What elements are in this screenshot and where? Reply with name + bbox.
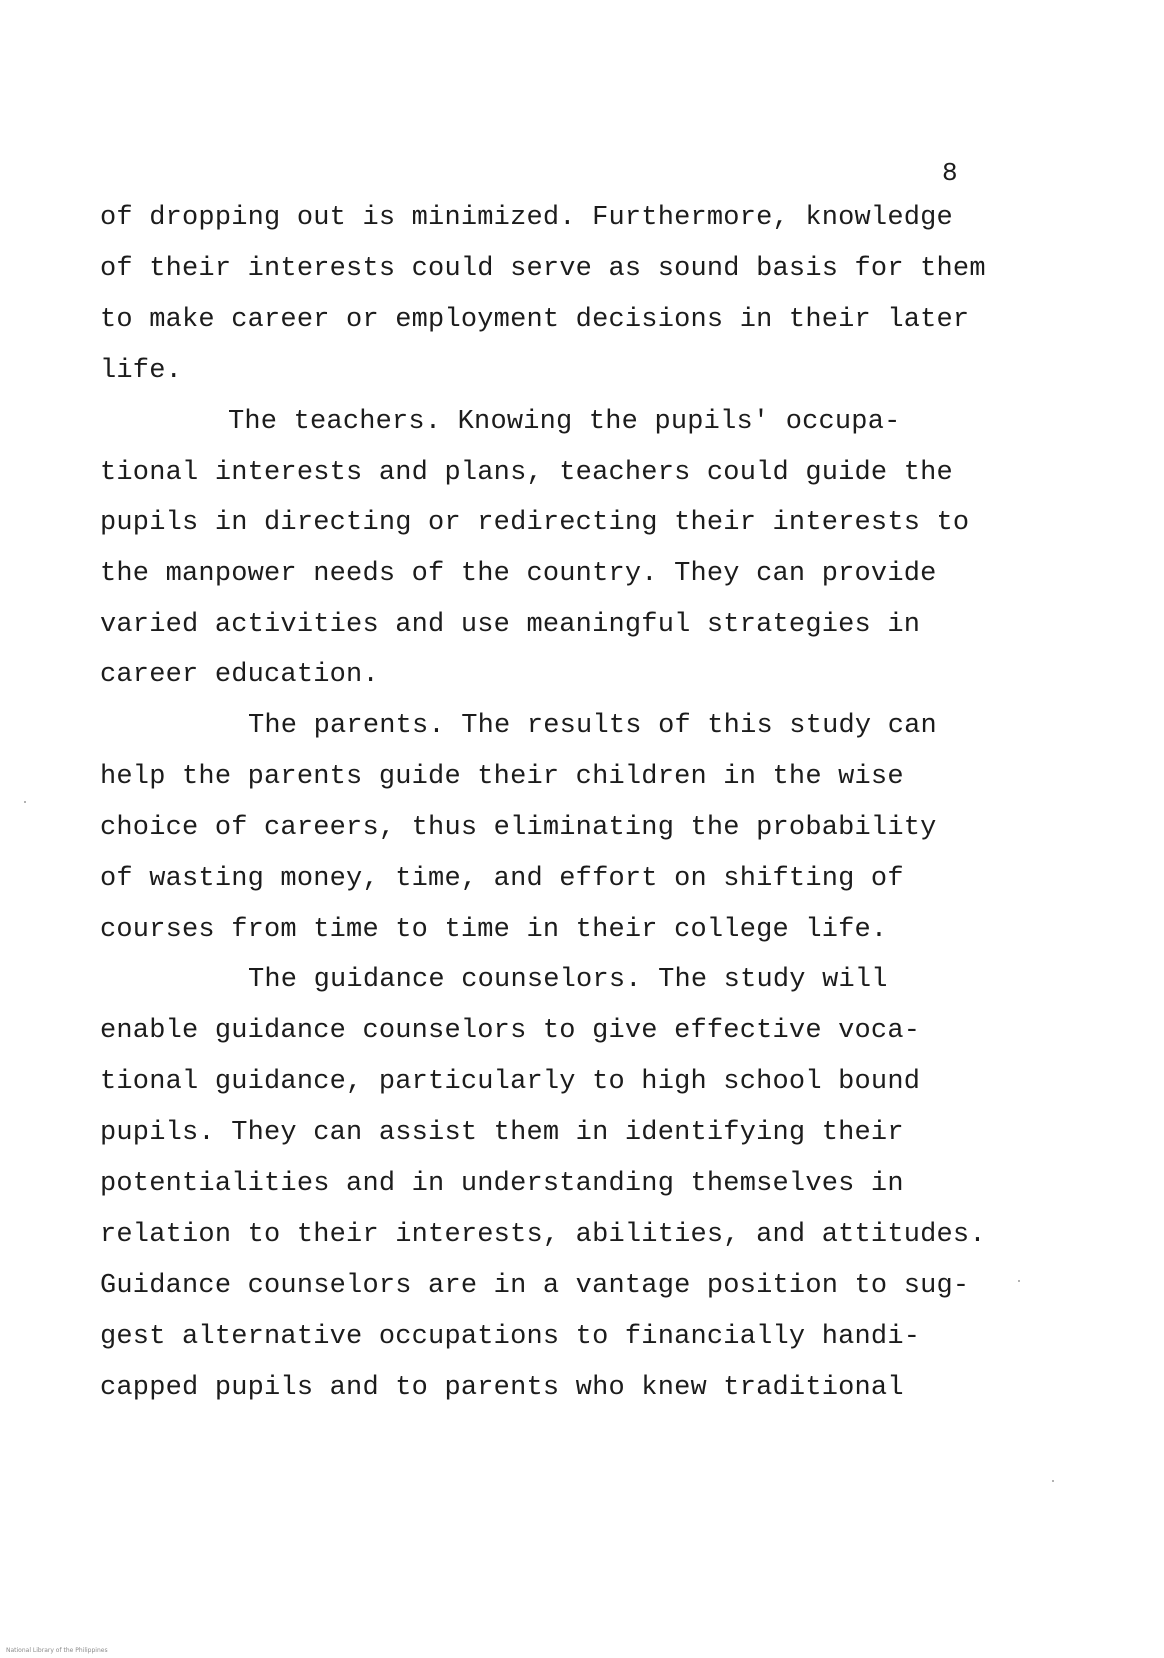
text-line: Guidance counselors are in a vantage position to sug- <box>100 1271 970 1301</box>
paragraph-heading-teachers: The teachers. Knowing the pupils' occupa- <box>228 407 901 437</box>
scan-speck <box>1052 1480 1054 1482</box>
text-line: of their interests could serve as sound basis for them <box>100 254 986 284</box>
text-line: varied activities and use meaningful strategies in <box>100 610 921 640</box>
text-line: potentialities and in understanding themselves in <box>100 1169 904 1199</box>
text-line: enable guidance counselors to give effective voca- <box>100 1016 921 1046</box>
text-line: career education. <box>100 660 379 690</box>
paragraph-heading-guidance-counselors: The guidance counselors. The study will <box>248 965 888 995</box>
text-line: of dropping out is minimized. Furthermore, knowledge <box>100 203 953 233</box>
text-line: capped pupils and to parents who knew traditional <box>100 1373 904 1403</box>
text-line: courses from time to time in their college life. <box>100 915 888 945</box>
text-line: tional guidance, particularly to high school bound <box>100 1067 921 1097</box>
text-line: pupils in directing or redirecting their interests to <box>100 508 970 538</box>
text-line: choice of careers, thus eliminating the probability <box>100 813 937 843</box>
text-line: the manpower needs of the country. They can provide <box>100 559 937 589</box>
text-line: pupils. They can assist them in identifying their <box>100 1118 904 1148</box>
text-line: life. <box>100 356 183 386</box>
scan-speck <box>1018 1280 1020 1282</box>
text-line: help the parents guide their children in the wise <box>100 762 904 792</box>
scan-speck <box>24 801 26 803</box>
paragraph-heading-parents: The parents. The results of this study can <box>248 711 937 741</box>
text-line: relation to their interests, abilities, and attitudes. <box>100 1220 986 1250</box>
scan-footer: National Library of the Philippines <box>6 1647 108 1654</box>
text-line: to make career or employment decisions in their later <box>100 305 970 335</box>
text-line: gest alternative occupations to financially handi- <box>100 1322 921 1352</box>
text-line: tional interests and plans, teachers could guide the <box>100 458 953 488</box>
text-line: of wasting money, time, and effort on shifting of <box>100 864 904 894</box>
page-number: 8 <box>942 158 958 188</box>
